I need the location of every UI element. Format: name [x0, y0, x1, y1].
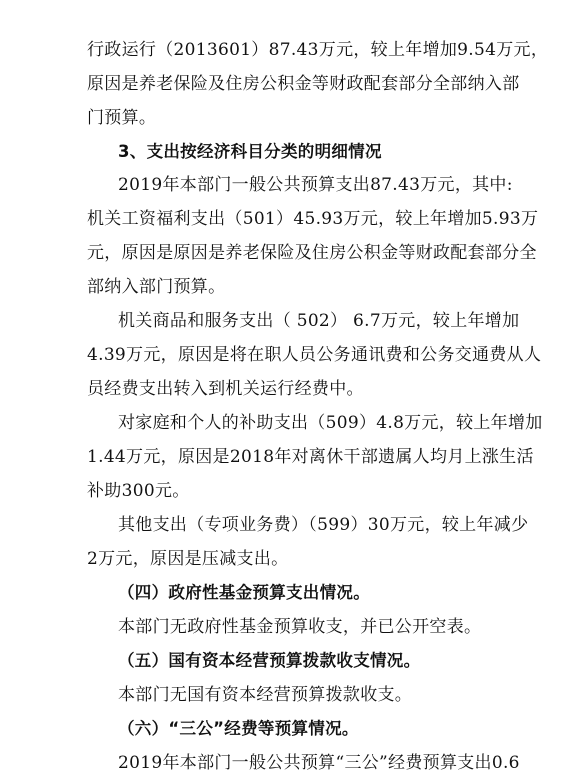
text-line: 4.39万元，原因是将在职人员公务通讯费和公务交通费从人 — [87, 345, 542, 365]
text-line: 本部门无国有资本经营预算拨款收支。 — [118, 685, 413, 705]
text-line: 员经费支出转入到机关运行经费中。 — [87, 379, 364, 399]
section-heading: （五）国有资本经营预算拨款收支情况。 — [118, 651, 421, 670]
text-line: 本部门无政府性基金预算收支，并已公开空表。 — [118, 617, 482, 637]
text-line: 机关商品和服务支出（ 502） 6.7万元，较上年增加 — [118, 311, 520, 331]
text-line: 补助300元。 — [87, 481, 190, 501]
section-heading: （六）“三公”经费等预算情况。 — [118, 719, 359, 738]
text-line: 2019年本部门一般公共预算支出87.43万元，其中: — [118, 175, 513, 195]
text-line: 对家庭和个人的补助支出（509）4.8万元，较上年增加 — [118, 413, 543, 433]
text-line: 2019年本部门一般公共预算“三公”经费预算支出0.6 — [118, 753, 520, 773]
text-line: 原因是养老保险及住房公积金等财政配套部分全部纳入部 — [87, 74, 520, 94]
text-line: 行政运行（2013601）87.43万元，较上年增加9.54万元， — [87, 40, 549, 60]
section-heading: 3、支出按经济科目分类的明细情况 — [118, 142, 382, 161]
text-line: 2万元，原因是压减支出。 — [87, 549, 289, 569]
text-line: 门预算。 — [87, 108, 157, 128]
section-heading: （四）政府性基金预算支出情况。 — [118, 583, 370, 602]
text-line: 机关工资福利支出（501）45.93万元，较上年增加5.93万 — [87, 209, 539, 229]
text-line: 其他支出（专项业务费）（599）30万元，较上年减少 — [118, 515, 529, 535]
text-line: 1.44万元，原因是2018年对离休干部遗属人均月上涨生活 — [87, 447, 534, 467]
text-line: 部纳入部门预算。 — [87, 277, 226, 297]
text-line: 元，原因是原因是养老保险及住房公积金等财政配套部分全 — [87, 243, 537, 263]
